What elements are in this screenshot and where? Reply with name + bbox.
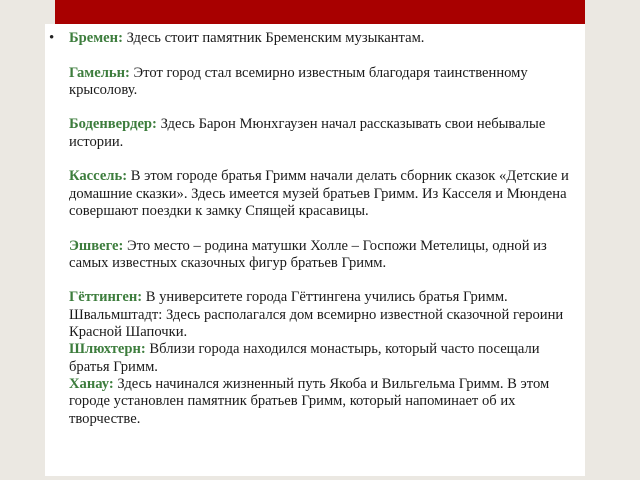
- entry-goettingen: [69, 289, 579, 341]
- entry-kassel: [69, 168, 579, 220]
- city-name: Бремен:: [69, 30, 123, 46]
- city-name: Эшвеге:: [69, 237, 124, 254]
- entry-hameln: [69, 65, 579, 100]
- city-name: Шлюхтерн:: [69, 341, 146, 358]
- city-description: Это место – родина матушки Холле – Госпожи Метелицы, одной из самых известных сказочных фигур братьев Гримм.: [69, 237, 547, 271]
- city-description: Этот город стал всемирно известным благодаря таинственному крысолову.: [69, 64, 528, 98]
- city-name: Гёттинген:: [69, 289, 143, 306]
- city-description: В этом городе братья Гримм начали делать сборник сказок «Детские и домашние сказки». Здесь имеется музей братьев Гримм. Из Касселя и Мюндена совершают поездки к замку Спящей красавицы.: [69, 168, 569, 219]
- header-bar: [55, 0, 585, 24]
- entry-hanau: [69, 376, 579, 428]
- city-description: Вблизи города находился монастырь, который часто посещали братья Гримм.: [69, 341, 540, 375]
- entry-eschwege: [69, 238, 579, 273]
- city-name: Боденвердер:: [69, 116, 157, 133]
- city-description: В университете города Гёттингена учились братья Гримм. Швальмштадт: Здесь располагался дом всемирно известной сказочной героини Красной Шапочки.: [69, 289, 564, 341]
- city-name: Ханау:: [69, 375, 114, 392]
- content-area: [45, 24, 585, 476]
- entry-bremen: [69, 30, 579, 47]
- city-description: Здесь Барон Мюнхгаузен начал рассказывать свои небывалые истории.: [69, 116, 546, 150]
- entry-schluechtern: [69, 341, 579, 376]
- city-description: Здесь начинался жизненный путь Якоба и Вильгельма Гримм. В этом городе установлен памятник братьев Гримм, который напоминает об их творчестве.: [69, 375, 550, 427]
- city-name: Кассель:: [69, 168, 128, 185]
- city-list: [69, 30, 579, 428]
- city-description: Здесь стоит памятник Бременским музыкантам.: [122, 30, 425, 46]
- bullet-point: •: [49, 30, 55, 46]
- city-name: Гамельн:: [69, 64, 130, 81]
- entry-bodenwerder: [69, 116, 579, 151]
